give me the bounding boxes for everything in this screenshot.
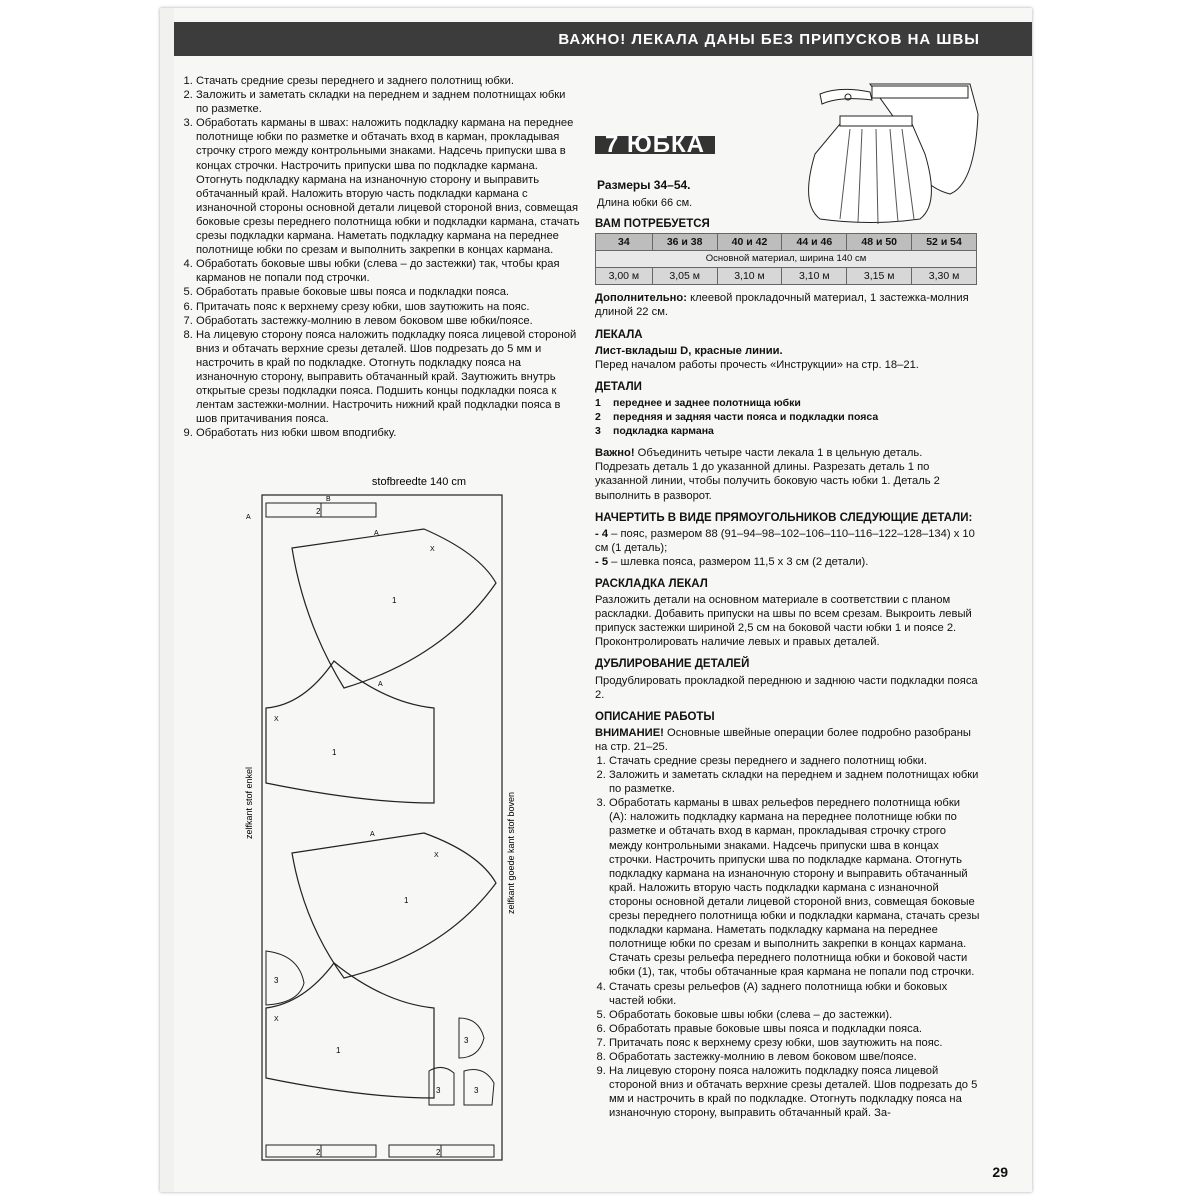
piece-3-label: 3: [436, 1086, 441, 1095]
raskladka-text: Разложить детали на основном материале в соответствии с планом раскладки. Добавить припуски на швы по всем срезам. Выкроить левый припуск застежки шириной 2,5 см на боковой части юбки 1 и поясе 2. Проконтролировать наличие левых и правых деталей.: [595, 594, 972, 649]
skirt-illustration: [800, 74, 980, 224]
left-step: 6. Притачать пояс к верхнему срезу юбки, шов заутюжить на пояс.: [196, 300, 580, 314]
material-row: [596, 251, 977, 268]
amount-cell: 3,05 м: [652, 268, 717, 285]
mark-x-label: X: [434, 852, 439, 859]
page-margin: [160, 8, 174, 1192]
size-cell: 34: [596, 234, 653, 251]
left-step: 7. Обработать застежку-молнию в левом боковом шве юбки/поясе.: [196, 314, 580, 328]
skirt-panel-4: [266, 963, 434, 1098]
model-title: 7 ЮБКА: [595, 136, 715, 154]
requirements-table: [595, 233, 977, 285]
piece-3-label: 3: [464, 1036, 469, 1045]
left-step: 8. На лицевую сторону пояса наложить подкладку пояса лицевой стороной вниз и обтачать верхние срезы деталей. Шов подрезать до 5 мм и настрочить в край по подкладке. Отогнуть подкладку пояса на изнаночную сторону, выправить обтачанный край. Заутюжить внутрь открытые срезы подкладки пояса. Подшить концы подкладки пояса к лентам застежки-молнии. Настрочить нижний край подкладки пояса в шов притачивания пояса.: [196, 328, 580, 427]
rectangles-heading: НАЧЕРТИТЬ В ВИДЕ ПРЯМОУГОЛЬНИКОВ СЛЕДУЮЩИЕ ДЕТАЛИ:: [595, 511, 973, 524]
extra-text: клеевой прокладочный материал, 1 застежка-молния длиной 22 см.: [595, 292, 969, 319]
lekala-heading: ЛЕКАЛА: [595, 328, 643, 341]
work-step: 4. Стачать срезы рельефов (А) заднего полотнища юбки и боковых частей юбки.: [609, 980, 980, 1008]
right-column: [595, 74, 980, 1120]
left-step: 2. Заложить и заметать складки на переднем и заднем полотнищах юбки по разметке.: [196, 88, 580, 116]
skirt-panel-2: [266, 661, 434, 803]
attention-text: Основные швейные операции более подробно разобраны на стр. 21–25.: [595, 726, 971, 753]
mark-a-label: A: [246, 514, 251, 521]
piece-3-label: 3: [474, 1086, 479, 1095]
left-step: 1. Стачать средние срезы переднего и заднего полотнищ юбки.: [196, 74, 580, 88]
mark-x-label: X: [274, 716, 279, 723]
lekala-note: Перед началом работы прочесть «Инструкции» на стр. 18–21.: [595, 358, 919, 371]
pocket-piece: [464, 1070, 494, 1106]
cutting-layout-diagram: [244, 473, 594, 1163]
left-steps-list: [182, 74, 580, 440]
work-steps-list: [595, 754, 980, 1120]
piece-1-label: 1: [392, 596, 397, 605]
details-heading: ДЕТАЛИ: [595, 380, 642, 393]
size-cell: 40 и 42: [717, 234, 782, 251]
sizes-line: Размеры 34–54.: [597, 178, 691, 192]
mark-x-label: X: [274, 1016, 279, 1023]
fabric-outline: [262, 495, 502, 1160]
mark-a-label: A: [370, 831, 375, 838]
requirements-heading: ВАМ ПОТРЕБУЕТСЯ: [595, 218, 710, 230]
attention-label: ВНИМАНИЕ!: [595, 726, 664, 739]
work-step: 1. Стачать средние срезы переднего и заднего полотнищ юбки.: [609, 754, 980, 768]
dublirovanie-heading: ДУБЛИРОВАНИЕ ДЕТАЛЕЙ: [595, 658, 750, 671]
mark-x-label: X: [430, 546, 435, 553]
attention-note: [595, 726, 980, 754]
amount-cell: 3,00 м: [596, 268, 653, 285]
pocket-piece: [459, 1018, 484, 1058]
page-number: 29: [992, 1164, 1008, 1180]
extra-label: Дополнительно:: [595, 292, 687, 305]
work-step: 9. На лицевую сторону пояса наложить подкладку пояса лицевой стороной вниз и обтачать верхние срезы деталей. Шов подрезать до 5 мм и настрочить в край по подкладке. Отогнуть подкладку пояса на изнаночную сторону, выправить обтачанный край. За-: [609, 1064, 980, 1120]
amount-cell: 3,10 м: [782, 268, 847, 285]
fabric-width-label: stofbreedte 140 cm: [371, 476, 467, 488]
detail-item: 3 подкладка кармана: [595, 425, 714, 438]
extra-materials: [595, 291, 980, 319]
piece-1-label: 1: [404, 896, 409, 905]
rectangles-line-1: - 4 – пояс, размером 88 (91–94–98–102–106–110–116–122–128–134) х 10 см (1 деталь);: [595, 527, 975, 554]
size-cell: 36 и 38: [652, 234, 717, 251]
work-step: 8. Обработать застежку-молнию в левом боковом шве/поясе.: [609, 1050, 980, 1064]
detail-item: 1 переднее и заднее полотнища юбки: [595, 396, 801, 409]
magazine-page: [160, 8, 1032, 1192]
piece-2-label: 2: [316, 507, 321, 516]
mark-a-label: A: [374, 530, 379, 537]
piece-1-label: 1: [332, 748, 337, 757]
left-step: 9. Обработать низ юбки швом вподгибку.: [196, 426, 580, 440]
rectangles-line-2: - 5 – шлевка пояса, размером 11,5 х 3 см (2 детали).: [595, 555, 869, 568]
work-step: 5. Обработать боковые швы юбки (слева – до застежки).: [609, 1008, 980, 1022]
work-step: 3. Обработать карманы в швах рельефов переднего полотнища юбки (А): наложить подкладку кармана на переднее полотнище юбки по разметке и обтачать вход в карман, прокладывая строчку строго между контрольными знаками. Надсечь припуски шва в концах строчки. Настрочить припуски шва по подкладке кармана. Отогнуть подкладку кармана на изнаночную сторону и выправить обтачанный край. Наложить вторую часть подкладки кармана с изнаночной стороны основной детали лицевой стороной вниз, совмещая боковые срезы переднего полотнища юбки и подкладки кармана, стачать срезы подкладки кармана. Наметать подкладку кармана на переднее полотнище юбки по срезам и выполнить закрепки в концах кармана. Стачать срезы рельефа переднего полотнища юбки и боковой части юбки (1), так, чтобы обтачанные края кармана не попали под строчки.: [609, 796, 980, 979]
important-text: Объединить четыре части лекала 1 в цельную деталь. Подрезать деталь 1 до указанной длины. Разрезать деталь 1 по указанной линии, чтобы получить боковую часть юбки 1. Деталь 2 выполнить в разворот.: [595, 447, 940, 502]
left-column: [182, 74, 580, 440]
skirt-panel-1: [292, 529, 496, 688]
size-cell: 52 и 54: [912, 234, 977, 251]
left-step: 5. Обработать правые боковые швы пояса и подкладки пояса.: [196, 285, 580, 299]
work-step: 6. Обработать правые боковые швы пояса и подкладки пояса.: [609, 1022, 980, 1036]
material-cell: Основной материал, ширина 140 см: [596, 251, 977, 268]
left-selvage-label: zelfkant stof enkel: [244, 766, 254, 840]
work-step: 7. Притачать пояс к верхнему срезу юбки, шов заутюжить на пояс.: [609, 1036, 980, 1050]
amount-cell: 3,30 м: [912, 268, 977, 285]
piece-2-label: 2: [436, 1148, 441, 1157]
left-step: 3. Обработать карманы в швах: наложить подкладку кармана на переднее полотнище юбки по разметке и обтачать вход в карман, прокладывая строчку строго между контрольными знаками. Надсечь припуски шва в концах строчки. Настрочить припуски шва по подкладке кармана. Отогнуть подкладку кармана на изнаночную сторону и выправить обтачанный край. Наложить вторую часть подкладки кармана с изнаночной стороны основной детали лицевой стороной вниз, совмещая боковые срезы переднего полотнища юбки и подкладки кармана, стачать срезы подкладки кармана. Наметать подкладку кармана на переднее полотнище юбки по срезам и выполнить закрепки в концах кармана.: [196, 116, 580, 257]
important-note: [595, 446, 980, 502]
banner-text: ВАЖНО! ЛЕКАЛА ДАНЫ БЕЗ ПРИПУСКОВ НА ШВЫ: [558, 30, 980, 48]
work-heading: ОПИСАНИЕ РАБОТЫ: [595, 710, 715, 723]
mark-b-label: B: [326, 496, 331, 503]
top-banner: [174, 22, 1032, 56]
amount-cell: 3,10 м: [717, 268, 782, 285]
piece-2-label: 2: [316, 1148, 321, 1157]
dublirovanie-text: Продублировать прокладкой переднюю и заднюю части подкладки пояса 2.: [595, 674, 978, 701]
right-selvage-label: zelfkant goede kant stof boven: [506, 791, 516, 915]
lekala-sheet: Лист-вкладыш D, красные линии.: [595, 344, 783, 357]
length-line: Длина юбки 66 см.: [597, 197, 693, 209]
raskladka-heading: РАСКЛАДКА ЛЕКАЛ: [595, 577, 708, 590]
title-block: [595, 74, 980, 209]
mark-a-label: A: [378, 681, 383, 688]
left-step: 4. Обработать боковые швы юбки (слева – до застежки) так, чтобы края карманов не попали под строчки.: [196, 257, 580, 285]
pocket-piece: [429, 1067, 454, 1105]
sizes-row: [596, 234, 977, 251]
work-step: 2. Заложить и заметать складки на переднем и заднем полотнищах юбки по разметке.: [609, 768, 980, 796]
size-cell: 44 и 46: [782, 234, 847, 251]
piece-3-label: 3: [274, 976, 279, 985]
skirt-panel-3: [292, 833, 496, 978]
piece-1-label: 1: [336, 1046, 341, 1055]
amount-cell: 3,15 м: [847, 268, 912, 285]
important-label: Важно!: [595, 447, 635, 460]
size-cell: 48 и 50: [847, 234, 912, 251]
amounts-row: [596, 268, 977, 285]
detail-item: 2 передняя и задняя части пояса и подкладки пояса: [595, 411, 879, 424]
